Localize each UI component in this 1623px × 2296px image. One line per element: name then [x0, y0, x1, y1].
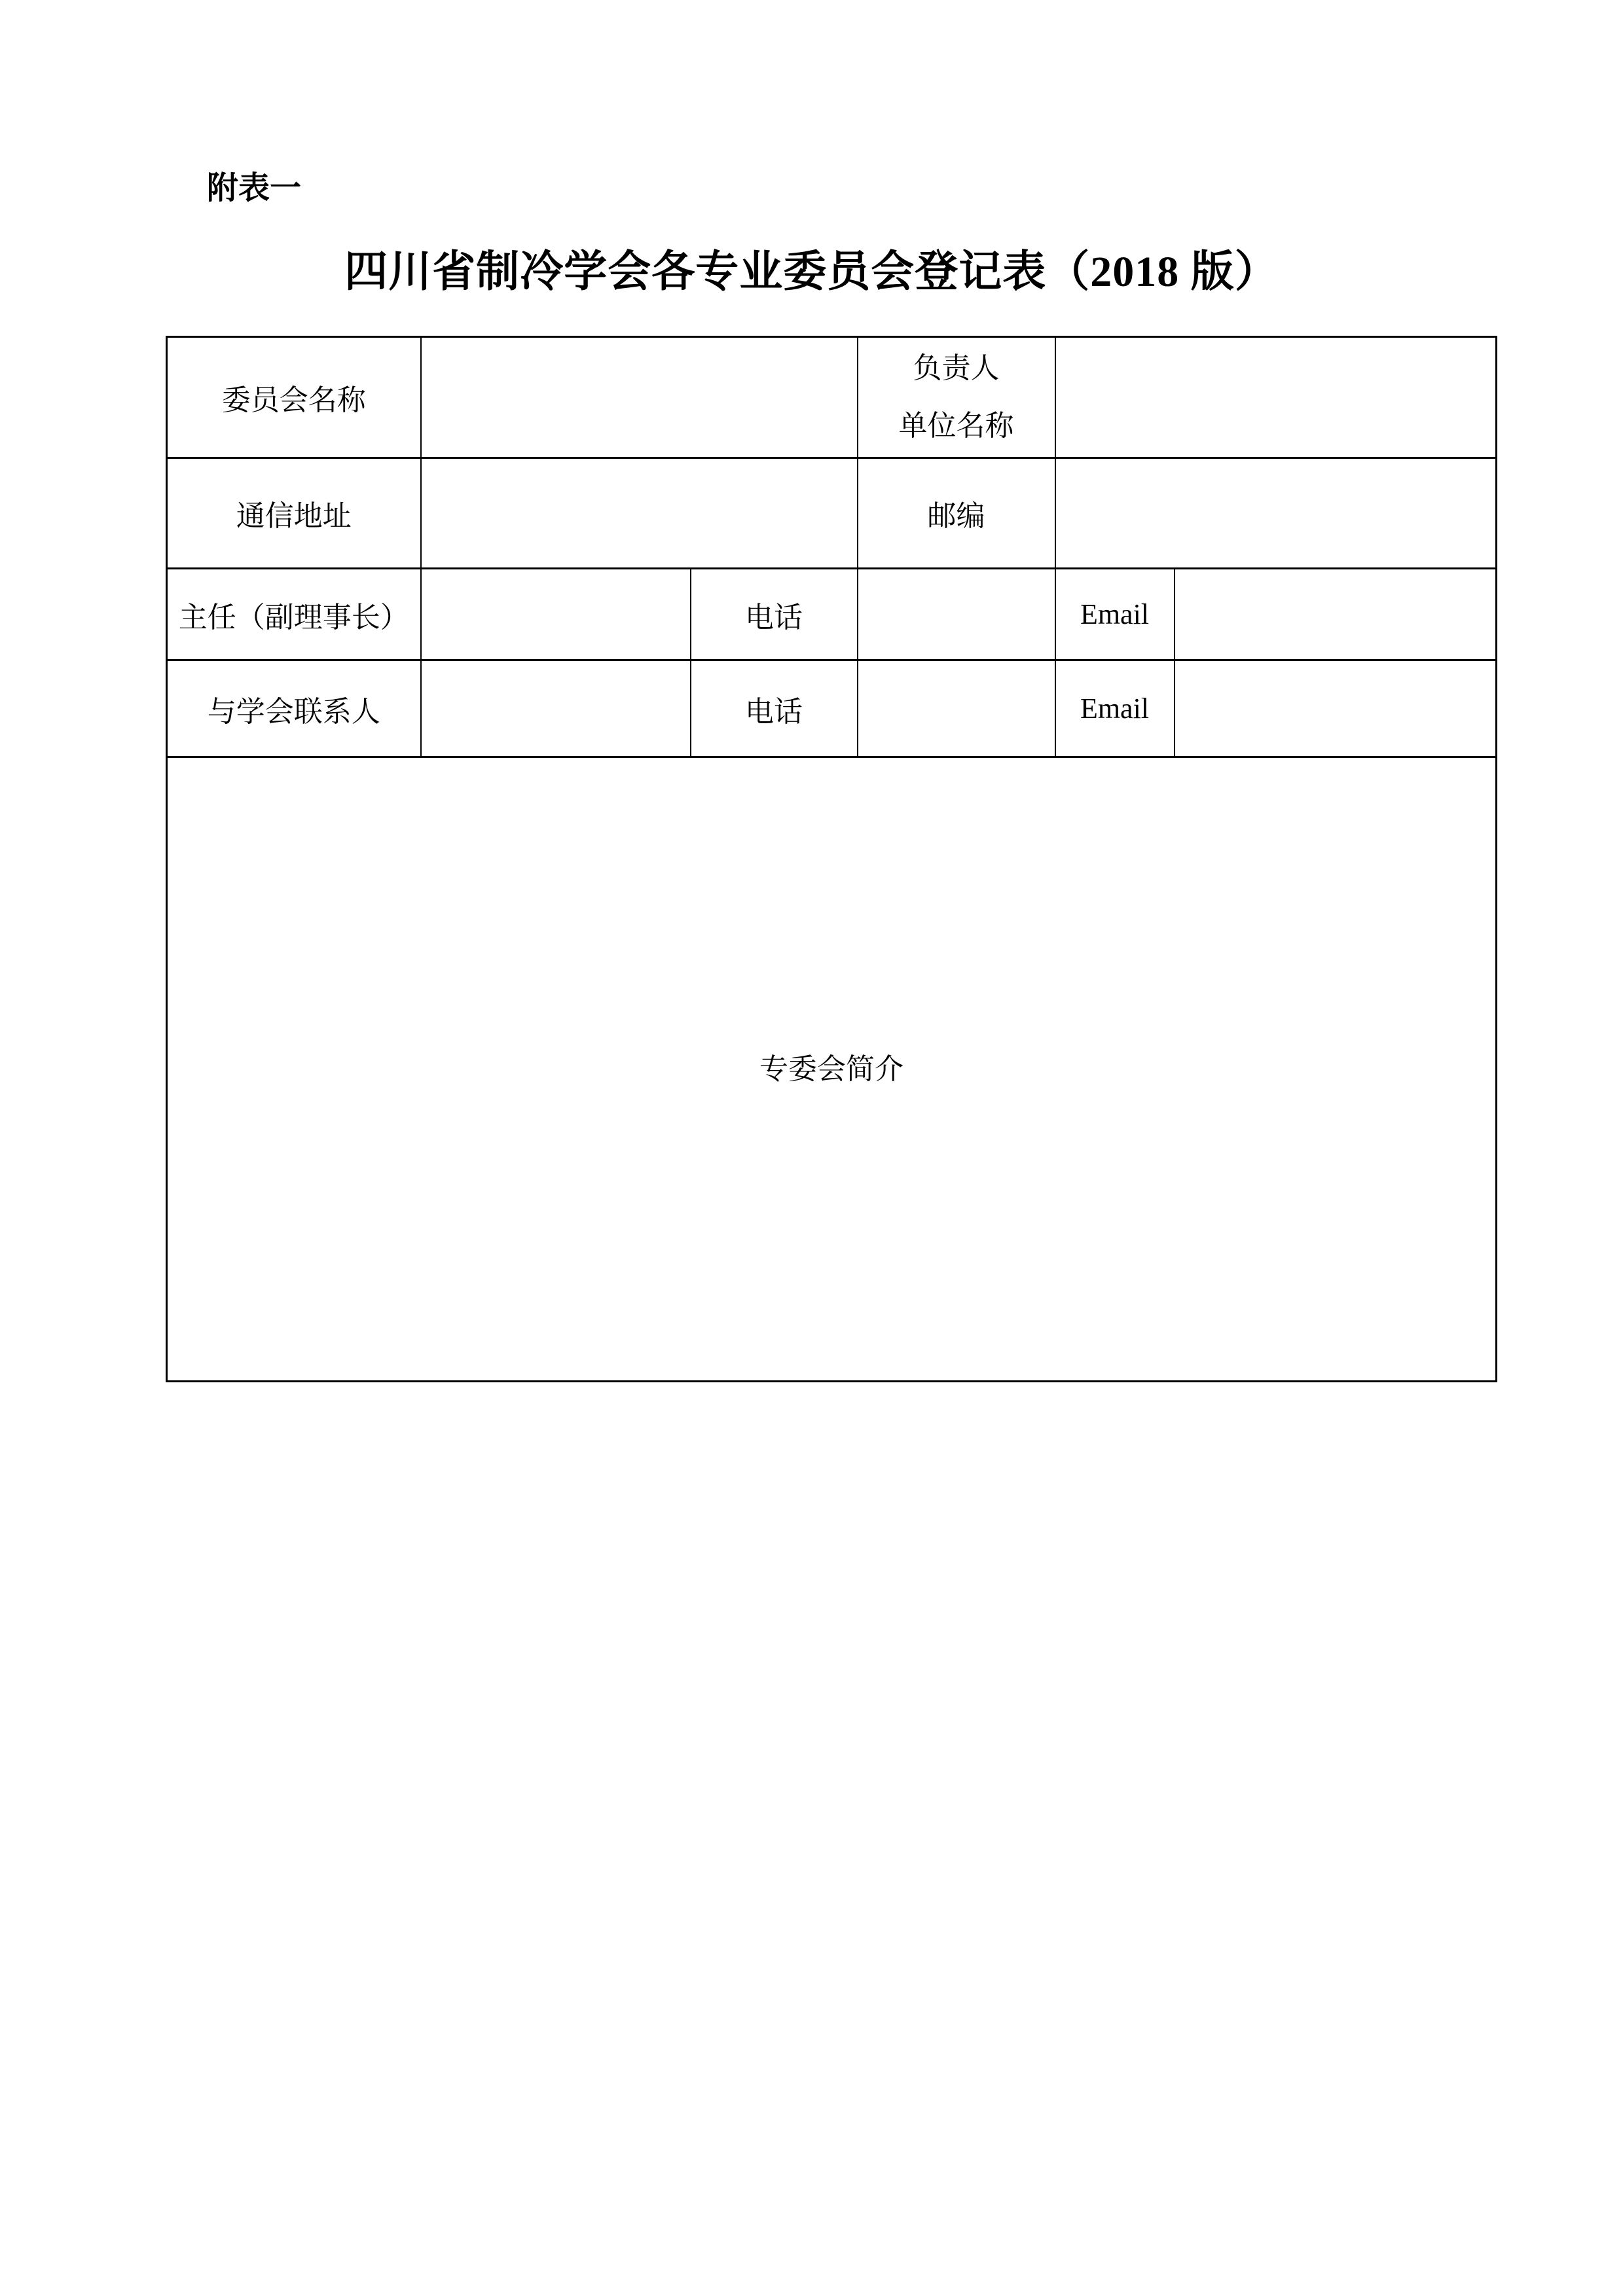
director-name-field[interactable]	[421, 569, 691, 660]
intro-cell[interactable]	[167, 757, 1497, 1382]
page-title: 四川省制冷学会各专业委员会登记表（2018 版）	[344, 248, 1279, 296]
leader-org-field[interactable]	[1055, 337, 1497, 458]
director-phone-label: 电话	[691, 569, 858, 660]
postcode-field[interactable]	[1055, 458, 1497, 569]
director-phone-field[interactable]	[858, 569, 1055, 660]
address-label: 通信地址	[167, 458, 421, 569]
table-row	[167, 569, 1497, 660]
registration-table	[166, 336, 1497, 1382]
address-field[interactable]	[421, 458, 858, 569]
table-row	[167, 337, 1497, 458]
contact-phone-field[interactable]	[858, 660, 1055, 757]
committee-name-label: 委员会名称	[167, 337, 421, 458]
postcode-label: 邮编	[858, 458, 1055, 569]
leader-org-label-line1: 负责人	[913, 352, 1000, 384]
director-email-field[interactable]	[1175, 569, 1497, 660]
leader-org-label-line2: 单位名称	[898, 410, 1014, 442]
committee-name-field[interactable]	[421, 337, 858, 458]
attachment-label: 附表一	[207, 171, 302, 206]
contact-email-label: Email	[1055, 660, 1175, 757]
table-row	[167, 757, 1497, 1382]
table-row	[167, 458, 1497, 569]
contact-phone-label: 电话	[691, 660, 858, 757]
intro-label: 专委会简介	[759, 1052, 903, 1085]
director-email-label: Email	[1055, 569, 1175, 660]
leader-org-label	[858, 337, 1055, 458]
contact-email-field[interactable]	[1175, 660, 1497, 757]
contact-label: 与学会联系人	[167, 660, 421, 757]
table-row	[167, 660, 1497, 757]
director-label: 主任（副理事长）	[167, 569, 421, 660]
contact-name-field[interactable]	[421, 660, 691, 757]
